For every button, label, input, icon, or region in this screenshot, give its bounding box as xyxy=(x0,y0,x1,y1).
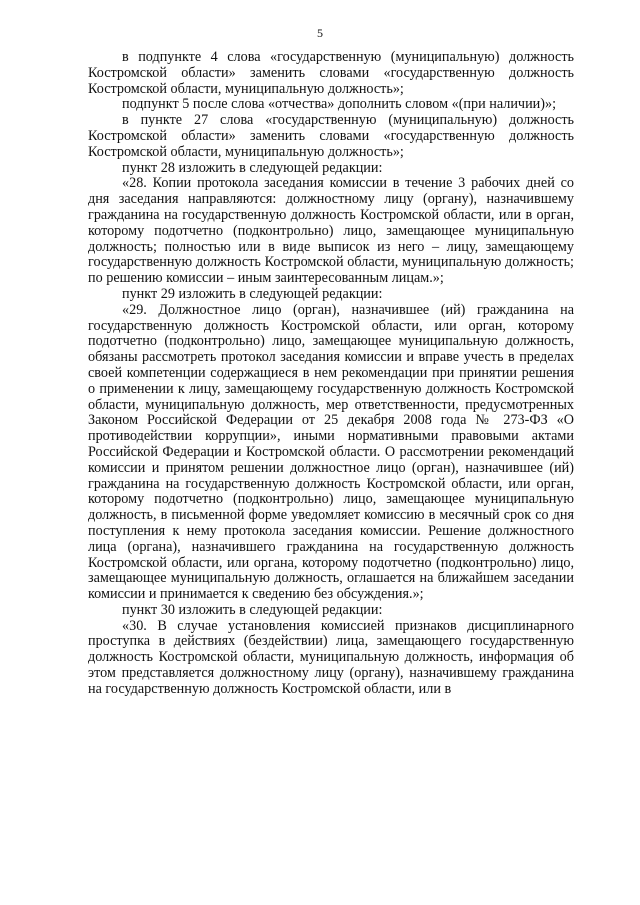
paragraph-clause-30-text: «30. В случае установления комиссией признаков дисциплинарного проступка в действиях (бездействии) лица, замещающего государственную должность Костромской области, муниципальную должность, информация об этом представляется должностному лицу (органу), назначившему гражданина на государственную должность Костромской области, или в xyxy=(88,617,574,697)
paragraph-subclause-4-amendment: в подпункте 4 слова «государственную (муниципальную) должность Костромской области» заменить словами «государственную должность Костромской области, муниципальную должность»; xyxy=(88,49,574,97)
paragraph-clause-27-amendment: в пункте 27 слова «государственную (муниципальную) должность Костромской области» заменить словами «государственную должность Костромской области, муниципальную должность»; xyxy=(88,112,574,160)
document-body xyxy=(88,50,574,698)
paragraph-clause-29-text: «29. Должностное лицо (орган), назначившее (ий) гражданина на государственную должность Костромской области, или орган, которому подотчетно (подконтрольно) лицо, замещающее муниципальную должность, обязаны рассмотреть протокол заседания комиссии и вправе учесть в пределах своей компетенции содержащиеся в нем рекомендации при принятии решения о применении к лицу, замещающему государственную должность Костромской области, муниципальную должность, мер ответственности, предусмотренных Законом Российской Федерации от 25 декабря 2008 года № 273-ФЗ «О противодействии коррупции», иными нормативными правовыми актами Российской Федерации и Костромской области. О рассмотрении рекомендаций комиссии и принятом решении должностное лицо (орган), назначившее (ий) гражданина на государственную должность Костромской области, или орган, которому подотчетно (подконтрольно) лицо, замещающее муниципальную должность, в письменной форме уведомляет комиссию в месячный срок со дня поступления к нему протокола заседания комиссии. Решение должностного лица (органа), назначившего гражданина на государственную должность Костромской области, или органа, которому подотчетно (подконтрольно) лицо, замещающее муниципальную должность, оглашается на ближайшем заседании комиссии и принимается к сведению без обсуждения.»; xyxy=(88,301,574,603)
paragraph-clause-28-intro: пункт 28 изложить в следующей редакции: xyxy=(122,159,383,176)
paragraph-clause-28-text: «28. Копии протокола заседания комиссии в течение 3 рабочих дней со дня заседания направляются: должностному лицу (органу), назначившему гражданина на государственную должность Костромской области, или в орган, которому подотчетно (подконтрольно) лицо, замещающее муниципальную должность; полностью или в виде выписок из него – лицу, замещающему государственную должность Костромской области, муниципальную должность; по решению комиссии – иным заинтересованным лицам.»; xyxy=(88,175,574,287)
paragraph-subclause-5-amendment: подпункт 5 после слова «отчества» дополнить словом «(при наличии)»; xyxy=(122,96,557,113)
page-number: 5 xyxy=(317,26,323,40)
paragraph-clause-30-intro: пункт 30 изложить в следующей редакции: xyxy=(122,601,383,618)
paragraph-clause-29-intro: пункт 29 изложить в следующей редакции: xyxy=(122,285,383,302)
